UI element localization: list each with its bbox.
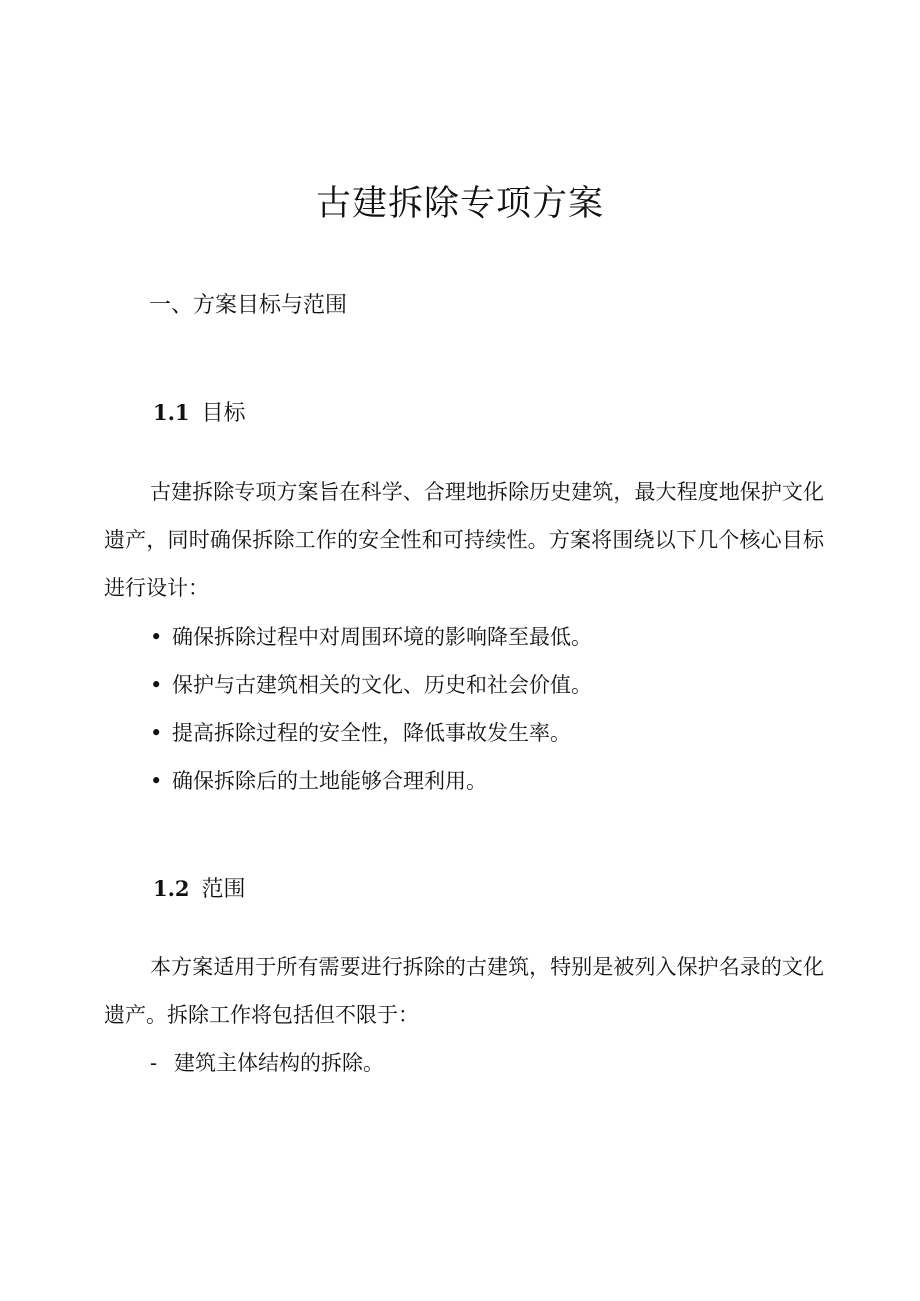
subsection-number: 1.1 xyxy=(153,400,190,425)
dash-mark: - xyxy=(150,1051,158,1075)
bullet-mark: • xyxy=(150,673,163,697)
subsection-heading-1-2 xyxy=(153,872,246,903)
dash-item-text: 建筑主体结构的拆除。 xyxy=(174,1051,384,1075)
subsection-title: 目标 xyxy=(201,401,246,426)
list-item xyxy=(150,709,592,757)
list-item-text: 确保拆除过程中对周围环境的影响降至最低。 xyxy=(172,625,592,649)
scope-dash-item xyxy=(150,1039,384,1087)
scope-paragraph: 本方案适用于所有需要进行拆除的古建筑，特别是被列入保护名录的文化遗产。拆除工作将包括但不限于： xyxy=(104,955,824,1027)
subsection-title: 范围 xyxy=(201,877,246,902)
list-item xyxy=(150,613,592,661)
document-title: 古建拆除专项方案 xyxy=(315,184,604,224)
section-heading-1: 一、方案目标与范围 xyxy=(149,293,348,318)
subsection-heading-1-1 xyxy=(153,396,246,427)
bullet-mark: • xyxy=(150,721,163,745)
list-item xyxy=(150,757,592,805)
bullet-mark: • xyxy=(150,625,163,649)
list-item-text: 确保拆除后的土地能够合理利用。 xyxy=(172,769,487,793)
list-item xyxy=(150,661,592,709)
goal-bullet-list xyxy=(150,613,592,805)
goal-paragraph: 古建拆除专项方案旨在科学、合理地拆除历史建筑，最大程度地保护文化遗产，同时确保拆除工作的安全性和可持续性。方案将围绕以下几个核心目标进行设计： xyxy=(104,480,824,600)
subsection-number: 1.2 xyxy=(153,876,190,901)
list-item-text: 保护与古建筑相关的文化、历史和社会价值。 xyxy=(172,673,592,697)
bullet-mark: • xyxy=(150,769,163,793)
list-item-text: 提高拆除过程的安全性，降低事故发生率。 xyxy=(172,721,571,745)
